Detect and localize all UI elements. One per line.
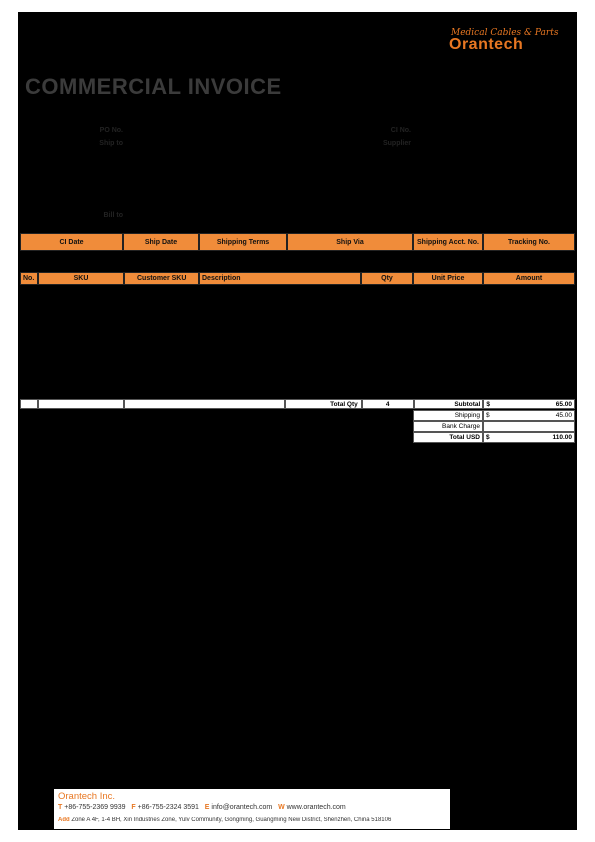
footer-address-line xyxy=(58,817,450,823)
col-ship-date: Ship Date xyxy=(123,233,199,251)
footer xyxy=(54,789,450,829)
page-title: COMMERCIAL INVOICE xyxy=(25,74,282,99)
col-unit-price: Unit Price xyxy=(413,272,483,285)
ci-no-label: CI No. xyxy=(390,127,411,134)
ship-to-label: Ship to xyxy=(99,140,123,147)
col-customer-sku: Customer SKU xyxy=(124,272,199,285)
col-ci-date: CI Date xyxy=(20,233,123,251)
po-no-label: PO No. xyxy=(99,127,123,134)
footer-contact-line xyxy=(58,804,346,811)
col-shipping-acct: Shipping Acct. No. xyxy=(413,233,483,251)
col-shipping-terms: Shipping Terms xyxy=(199,233,287,251)
supplier-label: Supplier xyxy=(382,140,411,147)
subtotal-label: Subtotal xyxy=(414,399,484,409)
col-no: No. xyxy=(20,272,38,285)
subtotal-value: 65.00 xyxy=(555,400,572,408)
web-key: W xyxy=(278,804,285,811)
col-tracking-no: Tracking No. xyxy=(483,233,575,251)
bank-charge-row xyxy=(413,421,575,432)
currency-symbol: $ xyxy=(486,412,490,419)
total-cell-blank xyxy=(20,399,38,409)
brand-logo: Orantech xyxy=(449,36,524,53)
total-usd-value: 110.00 xyxy=(552,434,572,441)
total-qty-row xyxy=(20,399,575,409)
currency-symbol: $ xyxy=(486,434,490,441)
shipping-label: Shipping xyxy=(413,410,483,421)
logo-tagline: Medical Cables & Parts xyxy=(451,28,559,38)
footer-company: Orantech Inc. xyxy=(58,791,116,802)
shipping-cell xyxy=(483,410,575,421)
total-usd-row xyxy=(413,432,575,443)
total-usd-cell xyxy=(483,432,575,443)
web-value: www.orantech.com xyxy=(286,804,346,811)
shipping-value: 45.00 xyxy=(555,412,572,419)
shipping-header-row xyxy=(20,233,575,251)
email-key: E xyxy=(204,804,210,811)
total-usd-label: Total USD xyxy=(413,432,483,443)
total-qty-label: Total Qty xyxy=(285,399,362,409)
fax-key: F xyxy=(131,804,136,811)
bank-charge-value xyxy=(483,421,575,432)
bill-to-label: Bill to xyxy=(103,212,123,219)
total-qty-value: 4 xyxy=(362,399,414,409)
col-amount: Amount xyxy=(483,272,575,285)
col-description: Description xyxy=(199,272,361,285)
col-sku: SKU xyxy=(38,272,124,285)
phone-value: +86-755-2369 9939 xyxy=(64,804,126,811)
address-value: Zone A 4F, 1-4 BH, Xin Industries Zone, Yulv Community, Gongming, Guangming New District, Shenzhen, China 518106 xyxy=(71,817,392,823)
shipping-row xyxy=(413,410,575,421)
total-cell-blank xyxy=(124,399,285,409)
bank-charge-label: Bank Charge xyxy=(413,421,483,432)
subtotal-cell xyxy=(483,399,575,409)
total-cell-blank xyxy=(38,399,124,409)
phone-key: T xyxy=(58,804,63,811)
items-header-row xyxy=(20,272,575,285)
currency-symbol: $ xyxy=(486,400,490,408)
email-value: info@orantech.com xyxy=(211,804,273,811)
address-key: Add xyxy=(58,817,70,823)
col-ship-via: Ship Via xyxy=(287,233,413,251)
fax-value: +86-755-2324 3591 xyxy=(137,804,199,811)
col-qty: Qty xyxy=(361,272,413,285)
